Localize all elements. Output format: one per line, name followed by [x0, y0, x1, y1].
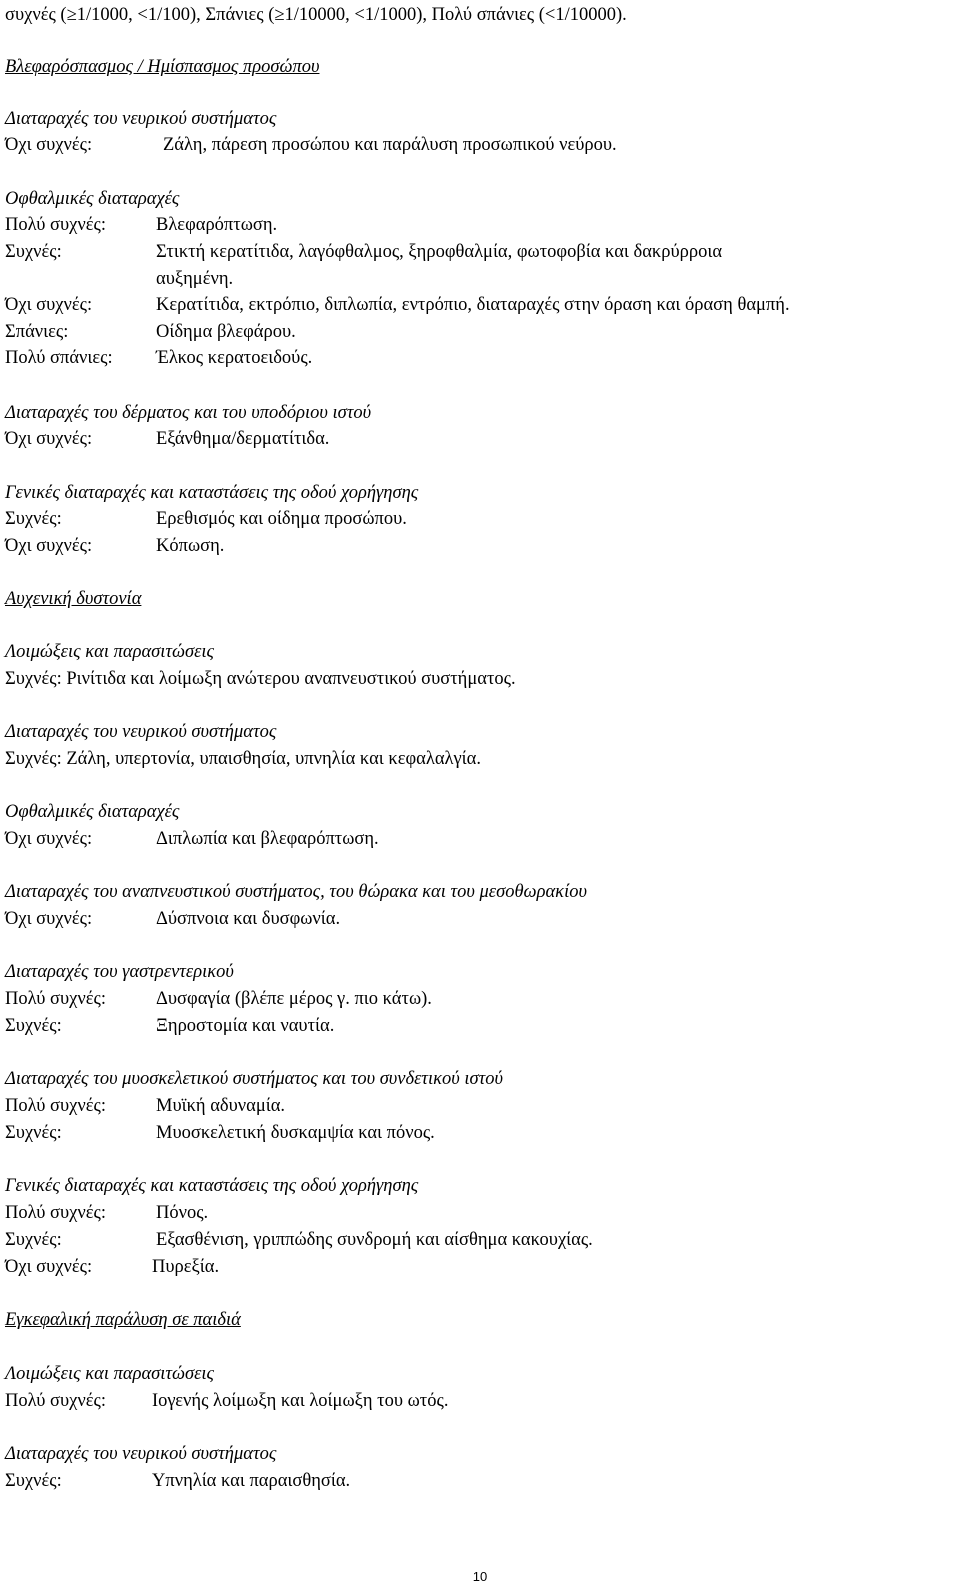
subheading-nervous: Διαταραχές του νευρικού συστήματος — [5, 1444, 277, 1464]
label: Σπάνιες: — [5, 322, 69, 342]
text: Πυρεξία. — [152, 1257, 220, 1277]
label: Πολύ σπάνιες: — [5, 348, 113, 368]
subheading-general: Γενικές διαταραχές και καταστάσεις της οδού χορήγησης — [5, 1176, 419, 1196]
text: Δύσπνοια και δυσφωνία. — [156, 909, 341, 929]
text: Εξάνθημα/δερματίτιδα. — [156, 429, 330, 449]
subheading-nervous: Διαταραχές του νευρικού συστήματος — [5, 109, 277, 129]
label: Πολύ συχνές: — [5, 1391, 106, 1411]
text: Στικτή κερατίτιδα, λαγόφθαλμος, ξηροφθαλμία, φωτοφοβία και δακρύρροια — [156, 242, 723, 262]
subheading-eye: Οφθαλμικές διαταραχές — [5, 189, 180, 209]
subheading-musculo: Διαταραχές του μυοσκελετικού συστήματος και του συνδετικού ιστού — [5, 1069, 504, 1089]
section-title-palsy: Εγκεφαλική παράλυση σε παιδιά — [5, 1310, 241, 1330]
intro-text: συχνές (≥1/1000, <1/100), Σπάνιες (≥1/10000, <1/1000), Πολύ σπάνιες (<1/10000). — [5, 5, 627, 25]
label: Όχι συχνές: — [5, 429, 93, 449]
text: Κερατίτιδα, εκτρόπιο, διπλωπία, εντρόπιο, διαταραχές στην όραση και όραση θαμπή. — [156, 295, 790, 315]
label: Συχνές: — [5, 1016, 62, 1036]
label: Πολύ συχνές: — [5, 1203, 106, 1223]
text: Συχνές: Ζάλη, υπερτονία, υπαισθησία, υπνηλία και κεφαλαλγία. — [5, 749, 481, 769]
page-number: 10 — [472, 1569, 488, 1584]
text: Μυοσκελετική δυσκαμψία και πόνος. — [156, 1123, 435, 1143]
text: Οίδημα βλεφάρου. — [156, 322, 296, 342]
section-title-blepharospasm: Βλεφαρόσπασμος / Ημίσπασμος προσώπου — [5, 57, 320, 77]
text: Βλεφαρόπτωση. — [156, 215, 278, 235]
subheading-gastro: Διαταραχές του γαστρεντερικού — [5, 962, 234, 982]
label: Όχι συχνές: — [5, 829, 93, 849]
label: Όχι συχνές: — [5, 1257, 93, 1277]
label: Όχι συχνές: — [5, 295, 93, 315]
text: Έλκος κερατοειδούς. — [156, 348, 313, 368]
subheading-general: Γενικές διαταραχές και καταστάσεις της οδού χορήγησης — [5, 483, 419, 503]
label: Πολύ συχνές: — [5, 989, 106, 1009]
section-title-dystonia: Αυχενική δυστονία — [5, 589, 142, 609]
label: Όχι συχνές: — [5, 909, 93, 929]
label: Όχι συχνές: — [5, 536, 93, 556]
subheading-infections: Λοιμώξεις και παρασιτώσεις — [5, 642, 215, 662]
label: Συχνές: — [5, 1471, 62, 1491]
label: Όχι συχνές: — [5, 135, 93, 155]
label: Συχνές: — [5, 1230, 62, 1250]
text: Υπνηλία και παραισθησία. — [152, 1471, 351, 1491]
text-continuation: αυξημένη. — [156, 269, 234, 289]
label: Συχνές: — [5, 509, 62, 529]
subheading-skin: Διαταραχές του δέρματος και του υποδόριου ιστού — [5, 403, 372, 423]
subheading-eye: Οφθαλμικές διαταραχές — [5, 802, 180, 822]
text: Κόπωση. — [156, 536, 225, 556]
text: Διπλωπία και βλεφαρόπτωση. — [156, 829, 379, 849]
subheading-infections: Λοιμώξεις και παρασιτώσεις — [5, 1364, 215, 1384]
text: Ιογενής λοίμωξη και λοίμωξη του ωτός. — [152, 1391, 449, 1411]
subheading-nervous: Διαταραχές του νευρικού συστήματος — [5, 722, 277, 742]
label: Πολύ συχνές: — [5, 215, 106, 235]
text: Δυσφαγία (βλέπε μέρος γ. πιο κάτω). — [156, 989, 432, 1009]
text: Συχνές: Ρινίτιδα και λοίμωξη ανώτερου αναπνευστικού συστήματος. — [5, 669, 516, 689]
label: Συχνές: — [5, 242, 62, 262]
text: Μυϊκή αδυναμία. — [156, 1096, 286, 1116]
label: Συχνές: — [5, 1123, 62, 1143]
text: Ζάλη, πάρεση προσώπου και παράλυση προσωπικού νεύρου. — [163, 135, 617, 155]
text: Ερεθισμός και οίδημα προσώπου. — [156, 509, 407, 529]
text: Εξασθένιση, γριππώδης συνδρομή και αίσθημα κακουχίας. — [156, 1230, 593, 1250]
text: Πόνος. — [156, 1203, 209, 1223]
subheading-respiratory: Διαταραχές του αναπνευστικού συστήματος, του θώρακα και του μεσοθωρακίου — [5, 882, 587, 902]
label: Πολύ συχνές: — [5, 1096, 106, 1116]
text: Ξηροστομία και ναυτία. — [156, 1016, 335, 1036]
